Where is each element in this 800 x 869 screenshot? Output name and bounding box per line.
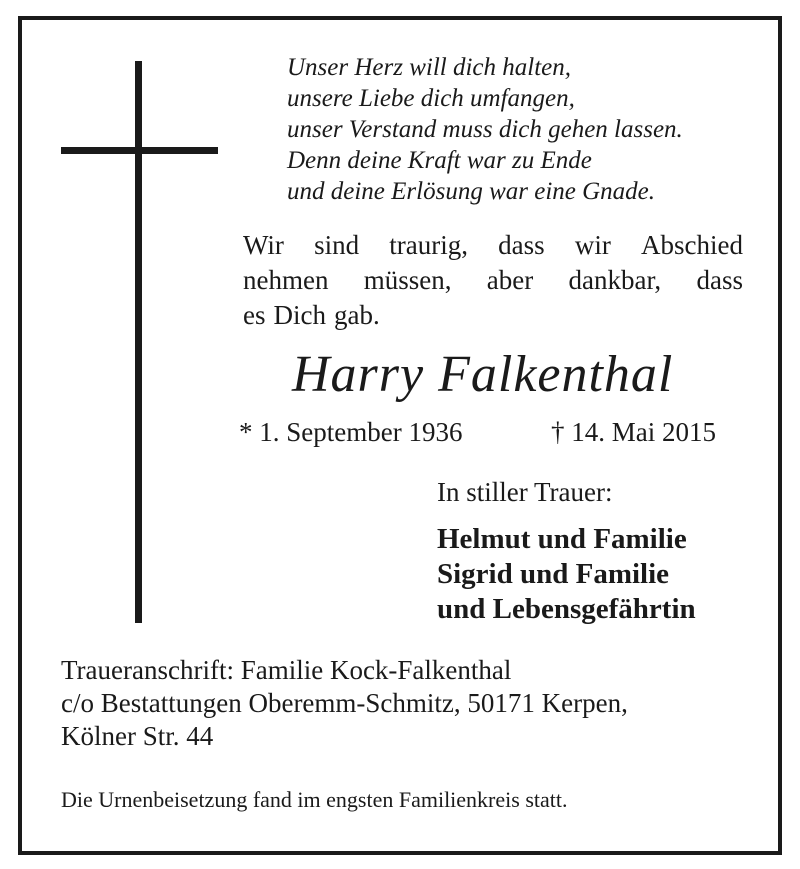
paragraph-line-2 xyxy=(243,263,743,298)
burial-note: Die Urnenbeisetzung fand im engsten Familienkreis statt. xyxy=(61,787,568,812)
word: nehmen xyxy=(243,265,329,295)
paragraph-line-1 xyxy=(243,228,743,263)
word: dankbar, xyxy=(568,265,662,295)
word: wir xyxy=(574,230,611,260)
word: Abschied xyxy=(641,230,743,260)
word: traurig, xyxy=(389,230,468,260)
address-line: Traueranschrift: Familie Kock-Falkenthal xyxy=(61,655,512,685)
poem-line: Denn deine Kraft war zu Ende xyxy=(287,147,592,174)
poem xyxy=(287,52,683,207)
address-line: c/o Bestattungen Oberemm-Schmitz, 50171 Kerpen, xyxy=(61,688,628,718)
cross-horizontal-bar xyxy=(61,147,218,154)
mourner: und Lebensgefährtin xyxy=(437,593,696,625)
cross-vertical-bar xyxy=(135,61,142,623)
word: dass xyxy=(696,265,743,295)
mourning-address xyxy=(61,654,628,753)
poem-line: unsere Liebe dich umfangen, xyxy=(287,85,575,112)
word: Wir xyxy=(243,230,284,260)
poem-line: unser Verstand muss dich gehen lassen. xyxy=(287,116,683,143)
deceased-name: Harry Falkenthal xyxy=(292,346,674,403)
poem-line: Unser Herz will dich halten, xyxy=(287,54,572,81)
word: es xyxy=(243,300,266,330)
word: gab. xyxy=(333,300,380,330)
word: dass xyxy=(498,230,545,260)
mourner: Helmut und Familie xyxy=(437,523,687,555)
death-date: † 14. Mai 2015 xyxy=(551,417,716,447)
paragraph-line-3 xyxy=(243,298,743,333)
word: Dich xyxy=(273,300,326,330)
farewell-paragraph xyxy=(243,228,743,333)
mourner: Sigrid und Familie xyxy=(437,558,670,590)
address-line: Kölner Str. 44 xyxy=(61,721,214,751)
word: sind xyxy=(314,230,360,260)
birth-date: * 1. September 1936 xyxy=(239,417,463,447)
word: müssen, xyxy=(363,265,452,295)
word: aber xyxy=(486,265,534,295)
mourning-label: In stiller Trauer: xyxy=(437,477,613,507)
mourners-list xyxy=(437,522,696,627)
poem-line: und deine Erlösung war eine Gnade. xyxy=(287,178,656,205)
